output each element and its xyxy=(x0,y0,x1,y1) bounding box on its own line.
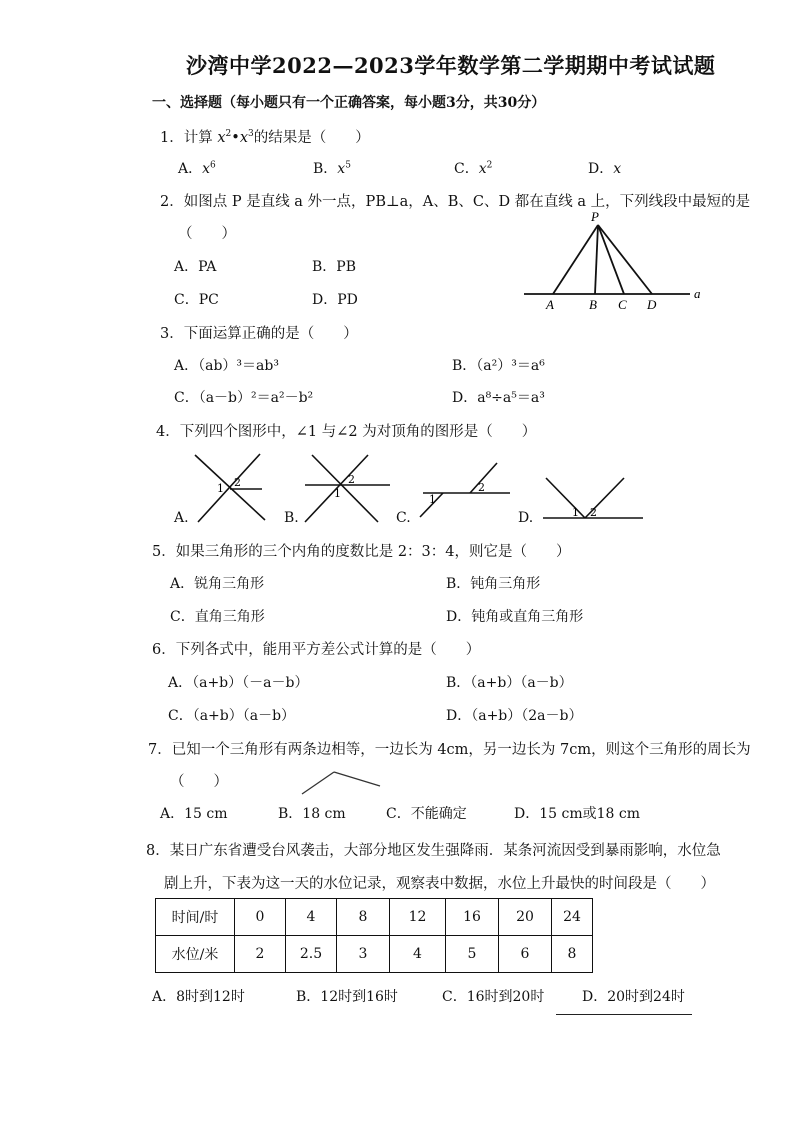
page-title: 沙湾中学2022—2023学年数学第二学期期中考试试题 xyxy=(186,53,716,78)
q1-option-b[interactable] xyxy=(313,158,351,178)
q1-stem-suffix: 的结果是（ ） xyxy=(253,130,370,146)
q1-option-a-label: A． xyxy=(178,161,203,177)
q3-option-b[interactable]: B．（a²）³＝a⁶ xyxy=(452,358,545,374)
q4a-angle-2: 2 xyxy=(234,476,241,489)
q1-var-2: x xyxy=(239,130,249,146)
q7-option-a[interactable]: A．15 cm xyxy=(160,806,228,822)
q6-option-b[interactable]: B．（a+b）（a－b） xyxy=(446,675,573,691)
q2-option-d[interactable]: D．PD xyxy=(312,292,358,308)
q4-option-b[interactable]: B. xyxy=(284,510,299,526)
q4-option-c[interactable]: C. xyxy=(396,510,411,526)
q2-option-a[interactable]: A．PA xyxy=(174,259,217,275)
q1-stem xyxy=(160,126,370,147)
q2-label-c: C xyxy=(618,297,627,312)
table-cell: 16 xyxy=(446,899,499,936)
q4-option-d[interactable]: D. xyxy=(518,510,534,526)
table-cell: 12 xyxy=(390,899,446,936)
q6-stem: 6．下列各式中，能用平方差公式计算的是（ ） xyxy=(152,642,481,658)
table-row-header-level: 水位/米 xyxy=(156,936,235,973)
q2-stem: 2．如图点 P 是直线 a 外一点，PB⊥a，A、B、C、D 都在直线 a 上，下列线段中最短的是 xyxy=(160,194,751,210)
table-cell: 8 xyxy=(337,899,390,936)
q5-option-d[interactable]: D．钝角或直角三角形 xyxy=(446,609,584,625)
q3-option-c[interactable]: C．（a－b）²＝a²－b² xyxy=(174,390,314,406)
q2-label-p: P xyxy=(591,209,599,224)
table-cell: 6 xyxy=(499,936,552,973)
q8-option-b[interactable]: B．12时到16时 xyxy=(296,989,398,1005)
q7-paren: （ ） xyxy=(170,774,228,790)
q4a-angle-1: 1 xyxy=(217,482,224,495)
q7-option-b[interactable]: B．18 cm xyxy=(278,806,346,822)
table-row-header-time: 时间/时 xyxy=(156,899,235,936)
q4d-angle-2: 2 xyxy=(590,506,597,519)
q6-option-a[interactable]: A．（a+b）（－a－b） xyxy=(168,675,309,691)
q2-label-a: A xyxy=(546,297,554,312)
q8-stem-line1: 8．某日广东省遭受台风袭击，大部分地区发生强降雨．某条河流因受到暴雨影响，水位急 xyxy=(146,843,721,859)
table-cell: 4 xyxy=(286,899,337,936)
table-cell: 3 xyxy=(337,936,390,973)
q5-option-a[interactable]: A．锐角三角形 xyxy=(170,576,265,592)
q2-paren: （ ） xyxy=(178,226,236,242)
q4-stem: 4．下列四个图形中，∠1 与∠2 为对顶角的图形是（ ） xyxy=(156,424,537,440)
q6-option-c[interactable]: C．（a+b）（a－b） xyxy=(168,708,296,724)
q7-stem: 7．已知一个三角形有两条边相等，一边长为 4cm，另一边长为 7cm，则这个三角形的周长为 xyxy=(148,742,751,758)
q5-option-c[interactable]: C．直角三角形 xyxy=(170,609,265,625)
q2-figure xyxy=(520,205,710,315)
table-row xyxy=(156,899,593,936)
q1-option-c-label: C． xyxy=(454,161,479,177)
q4d-angle-1: 1 xyxy=(572,506,579,519)
q1-option-a[interactable] xyxy=(178,158,216,178)
table-cell: 8 xyxy=(552,936,593,973)
q4-figure-c xyxy=(415,455,515,525)
q1-option-b-base: x xyxy=(337,161,346,177)
table-cell: 24 xyxy=(552,899,593,936)
q4b-angle-2: 2 xyxy=(348,473,355,486)
q8-option-a[interactable]: A．8时到12时 xyxy=(152,989,245,1005)
table-row xyxy=(156,936,593,973)
q7-option-d[interactable]: D．15 cm或18 cm xyxy=(514,806,640,822)
table-cell: 20 xyxy=(499,899,552,936)
table-cell: 5 xyxy=(446,936,499,973)
q4-option-a[interactable]: A. xyxy=(174,510,189,526)
table-cell: 0 xyxy=(235,899,286,936)
q1-option-d-base: x xyxy=(613,161,622,177)
q1-option-c[interactable] xyxy=(454,158,492,178)
q4-figure-d xyxy=(538,470,648,525)
q1-exp-2: 3 xyxy=(248,129,254,140)
table-cell: 4 xyxy=(390,936,446,973)
q7-sketch xyxy=(296,768,386,800)
q8-stem-line2: 剧上升，下表为这一天的水位记录，观察表中数据，水位上升最快的时间段是（ ） xyxy=(164,876,715,892)
q7-option-c[interactable]: C．不能确定 xyxy=(386,806,467,822)
q3-option-a[interactable]: A．（ab）³＝ab³ xyxy=(174,358,279,374)
q1-option-b-exp: 5 xyxy=(345,160,351,171)
q4b-angle-1: 1 xyxy=(334,487,341,500)
table-cell: 2.5 xyxy=(286,936,337,973)
q2-option-c[interactable]: C．PC xyxy=(174,292,219,308)
q1-stem-prefix: 1．计算 xyxy=(160,130,218,146)
q5-option-b[interactable]: B．钝角三角形 xyxy=(446,576,541,592)
water-level-table xyxy=(155,898,593,973)
q4c-angle-1: 1 xyxy=(429,493,436,506)
q1-exp-1: 2 xyxy=(225,129,232,140)
q3-stem: 3．下面运算正确的是（ ） xyxy=(160,326,358,342)
q1-dot: • xyxy=(231,130,240,146)
table-cell: 2 xyxy=(235,936,286,973)
q1-option-d[interactable] xyxy=(588,158,621,178)
q1-option-a-exp: 6 xyxy=(210,160,216,171)
q1-option-d-label: D． xyxy=(588,161,614,177)
footer-rule xyxy=(556,1014,692,1015)
q3-option-d[interactable]: D．a⁸÷a⁵＝a³ xyxy=(452,390,545,406)
q5-stem: 5．如果三角形的三个内角的度数比是 2：3：4，则它是（ ） xyxy=(152,544,571,560)
q2-label-b: B xyxy=(589,297,597,312)
q6-option-d[interactable]: D．（a+b）（2a－b） xyxy=(446,708,583,724)
q8-option-d[interactable]: D．20时到24时 xyxy=(582,989,685,1005)
q1-option-c-base: x xyxy=(478,161,487,177)
q2-label-line-a: a xyxy=(694,286,701,301)
q1-option-a-base: x xyxy=(202,161,211,177)
q4-figure-a xyxy=(190,450,280,525)
q2-label-d: D xyxy=(647,297,657,312)
q8-option-c[interactable]: C．16时到20时 xyxy=(442,989,545,1005)
q2-option-b[interactable]: B．PB xyxy=(312,259,356,275)
q1-option-c-exp: 2 xyxy=(486,160,493,171)
q4c-angle-2: 2 xyxy=(478,481,485,494)
q1-option-b-label: B． xyxy=(313,161,338,177)
q1-var-1: x xyxy=(217,130,226,146)
section-heading: 一、选择题（每小题只有一个正确答案，每小题3分，共30分） xyxy=(152,95,546,111)
q4-figure-b xyxy=(300,450,395,525)
